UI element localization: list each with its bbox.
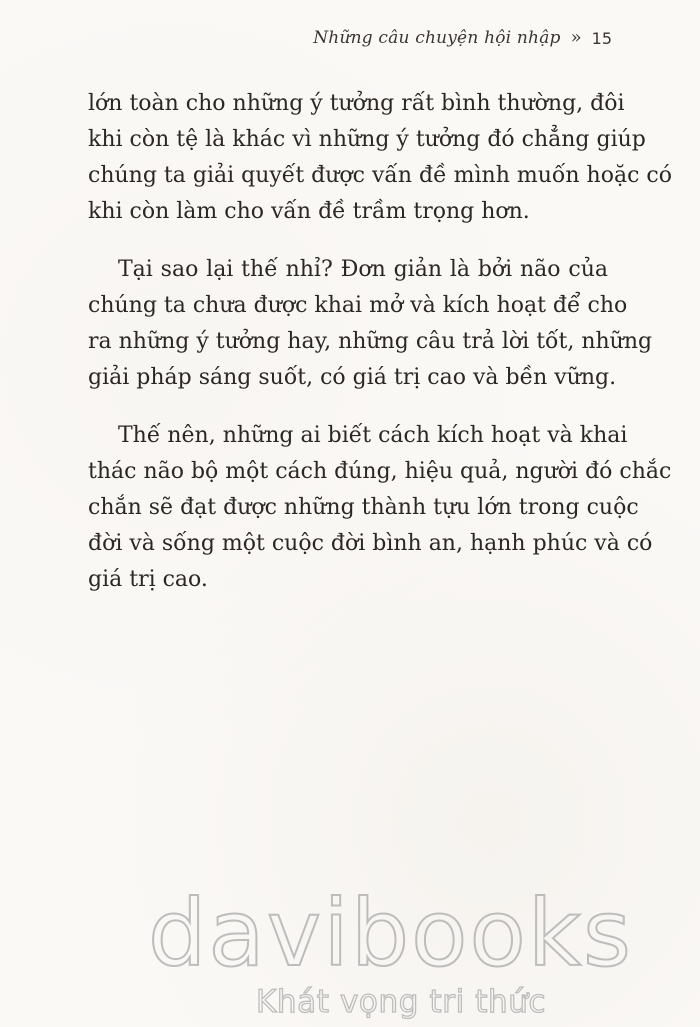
text-line: chúng ta giải quyết được vấn đề mình muốn hoặc có [88, 163, 672, 188]
paragraph-1 [88, 86, 672, 230]
running-title: Những câu chuyện hội nhập [313, 28, 561, 48]
paragraph-2 [88, 252, 653, 396]
text-line: chúng ta chưa được khai mở và kích hoạt để cho [88, 293, 628, 318]
running-header [313, 28, 612, 48]
text-line: ra những ý tưởng hay, những câu trả lời tốt, những [88, 329, 653, 354]
text-line: Tại sao lại thế nhỉ? Đơn giản là bởi não của [118, 257, 608, 282]
text-line: Thế nên, những ai biết cách kích hoạt và khai [118, 423, 628, 448]
text-line: khi còn tệ là khác vì những ý tưởng đó chẳng giúp [88, 127, 646, 152]
body-text [88, 86, 672, 620]
text-line: đời và sống một cuộc đời bình an, hạnh phúc và có [88, 531, 653, 556]
page-number: 15 [591, 28, 612, 48]
text-line: khi còn làm cho vấn đề trầm trọng hơn. [88, 199, 530, 224]
watermark [148, 880, 668, 1020]
watermark-tagline: Khát vọng tri thức [256, 984, 547, 1020]
text-line: giải pháp sáng suốt, có giá trị cao và bền vững. [88, 365, 617, 390]
watermark-brand: davibooks [148, 880, 633, 987]
chevron-right-icon: » [570, 27, 582, 48]
text-line: chắn sẽ đạt được những thành tựu lớn trong cuộc [88, 495, 639, 520]
paragraph-3 [88, 418, 672, 598]
text-line: giá trị cao. [88, 567, 208, 592]
text-line: thác não bộ một cách đúng, hiệu quả, người đó chắc [88, 459, 672, 484]
text-line: lớn toàn cho những ý tưởng rất bình thường, đôi [88, 91, 625, 116]
